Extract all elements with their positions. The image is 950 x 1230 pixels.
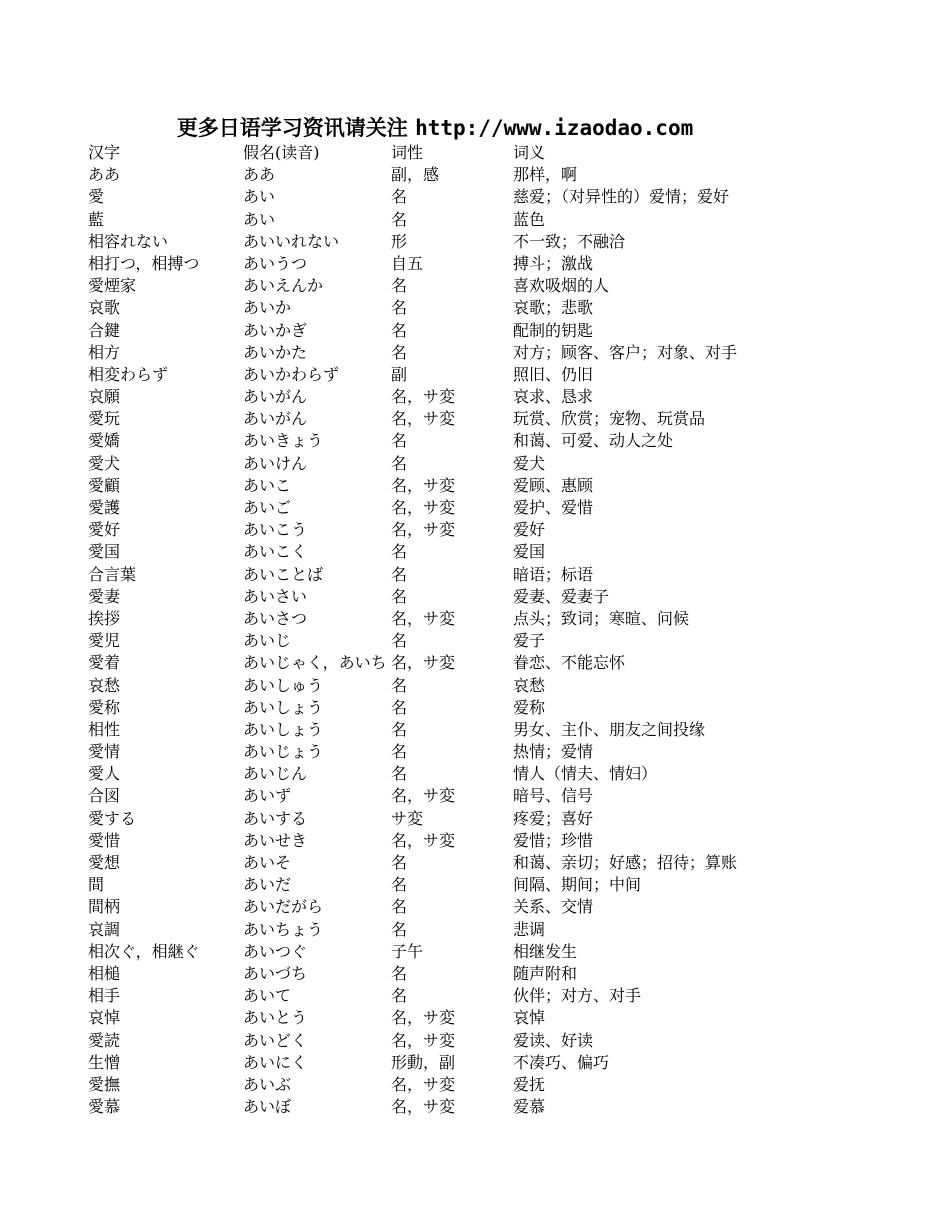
cell-part-of-speech: 名 (391, 342, 408, 362)
table-row (88, 985, 833, 1007)
table-row (88, 808, 833, 830)
cell-kana: あいこく (243, 542, 308, 562)
cell-kana: あいしょう (243, 697, 324, 717)
cell-meaning: 爱妻、爱妻子 (513, 586, 610, 606)
cell-kanji: 生憎 (88, 1052, 121, 1072)
cell-meaning: 蓝色 (513, 209, 546, 229)
table-row (88, 963, 833, 985)
cell-part-of-speech: 名 (391, 209, 408, 229)
cell-meaning: 对方；顾客、客户；对象、对手 (513, 342, 738, 362)
cell-kana: あいか (243, 298, 292, 318)
cell-kana: あいかた (243, 342, 308, 362)
cell-kanji: 哀願 (88, 387, 121, 407)
cell-kana: あいかぎ (243, 320, 308, 340)
cell-part-of-speech: 名 (391, 453, 408, 473)
table-row (88, 1007, 833, 1029)
cell-part-of-speech: 名，サ変 (391, 786, 456, 806)
cell-meaning: 玩赏、欣赏；宠物、玩赏品 (513, 409, 706, 429)
cell-meaning: 不一致；不融洽 (513, 231, 626, 251)
cell-meaning: 点头；致词；寒暄、问候 (513, 608, 690, 628)
cell-part-of-speech: 名 (391, 542, 408, 562)
cell-kana: あいず (243, 786, 292, 806)
cell-part-of-speech: 名 (391, 675, 408, 695)
cell-part-of-speech: 名 (391, 431, 408, 451)
cell-kana: あいけん (243, 453, 308, 473)
cell-kana: あいせき (243, 830, 308, 850)
cell-part-of-speech: サ変 (391, 808, 424, 828)
cell-meaning: 间隔、期间；中间 (513, 875, 642, 895)
cell-part-of-speech: 自五 (391, 253, 424, 273)
cell-meaning: 爱国 (513, 542, 546, 562)
cell-part-of-speech: 名，サ変 (391, 1008, 456, 1028)
cell-kanji: 愛称 (88, 697, 121, 717)
cell-kana: あいいれない (243, 231, 340, 251)
cell-part-of-speech: 名 (391, 586, 408, 606)
cell-kanji: 愛護 (88, 498, 121, 517)
cell-meaning: 照旧、仍旧 (513, 364, 594, 384)
cell-kana: あいだがら (243, 897, 324, 917)
table-row (88, 541, 833, 563)
cell-part-of-speech: 名 (391, 187, 408, 207)
table-row (88, 1074, 833, 1096)
cell-meaning: 关系、交情 (513, 897, 594, 917)
page-title-url[interactable]: http://www.izaodao.com (415, 116, 694, 140)
cell-kana: あいにく (243, 1052, 308, 1072)
cell-part-of-speech: 名，サ変 (391, 387, 456, 407)
cell-meaning: 和蔼、亲切；好感；招待；算账 (513, 853, 738, 872)
header-meaning: 词义 (513, 143, 546, 162)
cell-kana: あいさい (243, 586, 308, 606)
cell-meaning: 爱称 (513, 697, 546, 717)
cell-kanji: 合図 (88, 786, 121, 806)
table-row (88, 675, 833, 697)
cell-kanji: 相槌 (88, 963, 121, 983)
cell-part-of-speech: 名 (391, 719, 408, 739)
cell-part-of-speech: 名，サ変 (391, 1074, 456, 1094)
cell-kanji: 哀歌 (88, 298, 121, 318)
cell-kanji: 愛国 (88, 542, 121, 562)
cell-part-of-speech: 子午 (391, 941, 424, 961)
cell-kana: あいがん (243, 409, 308, 429)
cell-meaning: 慈爱；（对异性的）爱情；爱好 (513, 187, 730, 207)
table-row (88, 297, 833, 319)
cell-kana: あいつぐ (243, 941, 308, 961)
cell-kanji: 間柄 (88, 897, 121, 917)
cell-part-of-speech: 名 (391, 697, 408, 717)
table-row (88, 608, 833, 630)
page-title-text: 更多日语学习资讯请关注 (176, 115, 416, 140)
cell-kana: あいじゃく，あいち (243, 653, 387, 673)
cell-kana: あいことば (243, 564, 324, 584)
cell-part-of-speech: 名 (391, 963, 408, 983)
table-row (88, 475, 833, 497)
cell-kana: あいぼ (243, 1097, 292, 1117)
cell-part-of-speech: 名，サ変 (391, 1030, 456, 1050)
cell-kanji: ああ (88, 165, 121, 185)
table-row (88, 763, 833, 785)
cell-meaning: 和蔼、可爱、动人之处 (513, 431, 674, 451)
cell-kana: あいそ (243, 853, 292, 872)
cell-kanji: 哀調 (88, 919, 121, 939)
cell-meaning: 情人（情夫、情妇） (513, 764, 658, 784)
table-row (88, 253, 833, 275)
table-header-row (88, 142, 833, 164)
table-row (88, 874, 833, 896)
cell-meaning: 爱犬 (513, 453, 546, 473)
header-kana: 假名(读音) (243, 143, 320, 162)
cell-meaning: 配制的钥匙 (513, 320, 594, 340)
cell-kanji: 愛撫 (88, 1074, 121, 1094)
cell-meaning: 眷恋、不能忘怀 (513, 653, 626, 673)
cell-part-of-speech: 名，サ変 (391, 608, 456, 628)
table-row (88, 453, 833, 475)
cell-meaning: 爱护、爱惜 (513, 498, 594, 517)
table-row (88, 630, 833, 652)
cell-part-of-speech: 名，サ変 (391, 498, 456, 517)
cell-kanji: 相変わらず (88, 364, 169, 384)
table-row (88, 430, 833, 452)
cell-part-of-speech: 名 (391, 298, 408, 318)
table-row (88, 896, 833, 918)
cell-meaning: 喜欢吸烟的人 (513, 276, 610, 296)
cell-kana: あいどく (243, 1030, 308, 1050)
table-row (88, 342, 833, 364)
cell-part-of-speech: 形動，副 (391, 1052, 456, 1072)
cell-kana: あいうつ (243, 253, 308, 273)
cell-kanji: 相打つ，相搏つ (88, 253, 200, 273)
cell-kanji: 愛犬 (88, 453, 121, 473)
cell-kanji: 愛人 (88, 764, 121, 784)
cell-kanji: 愛 (88, 187, 105, 207)
cell-kana: あいかわらず (243, 364, 340, 384)
cell-part-of-speech: 名，サ変 (391, 409, 456, 429)
cell-kanji: 愛煙家 (88, 276, 137, 296)
cell-meaning: 爱子 (513, 631, 546, 651)
cell-kanji: 相手 (88, 986, 121, 1006)
cell-meaning: 暗语；标语 (513, 564, 594, 584)
table-row (88, 1096, 833, 1118)
cell-meaning: 不凑巧、偏巧 (513, 1052, 610, 1072)
cell-kana: ああ (243, 165, 276, 185)
cell-part-of-speech: 名 (391, 986, 408, 1006)
cell-kanji: 愛児 (88, 631, 121, 651)
cell-kanji: 愛惜 (88, 830, 121, 850)
cell-kanji: 愛情 (88, 742, 121, 762)
cell-meaning: 哀歌；悲歌 (513, 298, 594, 318)
cell-kana: あいづち (243, 963, 308, 983)
cell-kana: あい (243, 187, 276, 207)
cell-kana: あいぶ (243, 1074, 292, 1094)
cell-meaning: 那样，啊 (513, 165, 578, 185)
cell-part-of-speech: 名 (391, 764, 408, 784)
cell-kanji: 相方 (88, 342, 121, 362)
table-row (88, 186, 833, 208)
cell-meaning: 爱好 (513, 520, 546, 540)
cell-part-of-speech: 名 (391, 564, 408, 584)
table-row (88, 785, 833, 807)
cell-kanji: 哀愁 (88, 675, 121, 695)
cell-kana: あいだ (243, 875, 292, 895)
table-row (88, 1052, 833, 1074)
cell-kana: あいて (243, 986, 292, 1006)
table-row (88, 941, 833, 963)
cell-kanji: 藍 (88, 209, 105, 229)
cell-part-of-speech: 形 (391, 231, 408, 251)
cell-part-of-speech: 名 (391, 631, 408, 651)
cell-meaning: 热情；爱情 (513, 742, 594, 762)
table-row (88, 1030, 833, 1052)
cell-meaning: 哀愁 (513, 675, 546, 695)
cell-kanji: 相性 (88, 719, 121, 739)
table-row (88, 830, 833, 852)
cell-meaning: 爱慕 (513, 1097, 546, 1117)
cell-kana: あい (243, 209, 276, 229)
cell-kanji: 合鍵 (88, 320, 121, 340)
table-row (88, 408, 833, 430)
table-row (88, 697, 833, 719)
cell-kanji: 愛顧 (88, 475, 121, 495)
cell-meaning: 爱读、好读 (513, 1030, 594, 1050)
cell-part-of-speech: 名，サ変 (391, 653, 456, 673)
cell-part-of-speech: 名，サ変 (391, 1097, 456, 1117)
cell-kanji: 間 (88, 875, 105, 895)
cell-kana: あいえんか (243, 276, 324, 296)
table-row (88, 719, 833, 741)
cell-kana: あいとう (243, 1008, 308, 1028)
cell-part-of-speech: 名 (391, 875, 408, 895)
cell-meaning: 哀求、恳求 (513, 387, 594, 407)
cell-meaning: 悲调 (513, 919, 546, 939)
cell-part-of-speech: 副 (391, 364, 408, 384)
cell-kana: あいじ (243, 631, 292, 651)
cell-kanji: 愛好 (88, 520, 121, 540)
cell-part-of-speech: 名 (391, 276, 408, 296)
cell-kana: あいしょう (243, 719, 324, 739)
cell-kanji: 相容れない (88, 231, 169, 251)
cell-meaning: 爱惜；珍惜 (513, 830, 594, 850)
cell-kanji: 愛嬌 (88, 431, 121, 451)
cell-meaning: 爱抚 (513, 1074, 546, 1094)
cell-meaning: 随声附和 (513, 963, 578, 983)
cell-kanji: 愛妻 (88, 586, 121, 606)
cell-part-of-speech: 名 (391, 919, 408, 939)
cell-meaning: 男女、主仆、朋友之间投缘 (513, 719, 706, 739)
cell-part-of-speech: 副，感 (391, 165, 440, 185)
table-row (88, 275, 833, 297)
table-row (88, 386, 833, 408)
cell-kana: あいじょう (243, 742, 324, 762)
header-part-of-speech: 词性 (391, 143, 424, 162)
cell-kana: あいちょう (243, 919, 324, 939)
cell-meaning: 相继发生 (513, 941, 578, 961)
cell-kanji: 挨拶 (88, 608, 121, 628)
table-row (88, 519, 833, 541)
cell-kana: あいがん (243, 387, 308, 407)
cell-meaning: 爱顾、惠顾 (513, 475, 594, 495)
cell-kanji: 愛想 (88, 853, 121, 872)
cell-meaning: 伙伴；对方、对手 (513, 986, 642, 1006)
cell-kana: あいこう (243, 520, 308, 540)
header-kanji: 汉字 (88, 143, 121, 162)
cell-kana: あいじん (243, 764, 308, 784)
cell-part-of-speech: 名 (391, 320, 408, 340)
vocab-table (88, 142, 833, 1118)
table-row (88, 320, 833, 342)
cell-kanji: 愛読 (88, 1030, 121, 1050)
cell-kanji: 愛着 (88, 653, 121, 673)
cell-meaning: 搏斗；激战 (513, 253, 594, 273)
cell-kana: あいする (243, 808, 308, 828)
cell-meaning: 疼爱；喜好 (513, 808, 594, 828)
cell-part-of-speech: 名，サ変 (391, 830, 456, 850)
cell-kana: あいこ (243, 475, 292, 495)
table-row (88, 741, 833, 763)
cell-part-of-speech: 名 (391, 853, 408, 872)
cell-part-of-speech: 名，サ変 (391, 475, 456, 495)
cell-kana: あいさつ (243, 608, 308, 628)
cell-kana: あいきょう (243, 431, 324, 451)
cell-kanji: 相次ぐ，相継ぐ (88, 941, 200, 961)
table-row (88, 652, 833, 674)
table-row (88, 852, 833, 874)
cell-kana: あいご (243, 498, 292, 517)
cell-kana: あいしゅう (243, 675, 324, 695)
cell-kanji: 合言葉 (88, 564, 137, 584)
table-row (88, 231, 833, 253)
table-row (88, 919, 833, 941)
cell-kanji: 愛玩 (88, 409, 121, 429)
table-row (88, 164, 833, 186)
table-row (88, 497, 833, 519)
table-row (88, 364, 833, 386)
cell-kanji: 愛慕 (88, 1097, 121, 1117)
table-row (88, 564, 833, 586)
page-title (0, 114, 870, 142)
cell-kanji: 哀悼 (88, 1008, 121, 1028)
cell-meaning: 哀悼 (513, 1008, 546, 1028)
table-row (88, 586, 833, 608)
cell-kanji: 愛する (88, 808, 137, 828)
cell-meaning: 暗号、信号 (513, 786, 594, 806)
cell-part-of-speech: 名，サ変 (391, 520, 456, 540)
table-row (88, 209, 833, 231)
cell-part-of-speech: 名 (391, 897, 408, 917)
cell-part-of-speech: 名 (391, 742, 408, 762)
